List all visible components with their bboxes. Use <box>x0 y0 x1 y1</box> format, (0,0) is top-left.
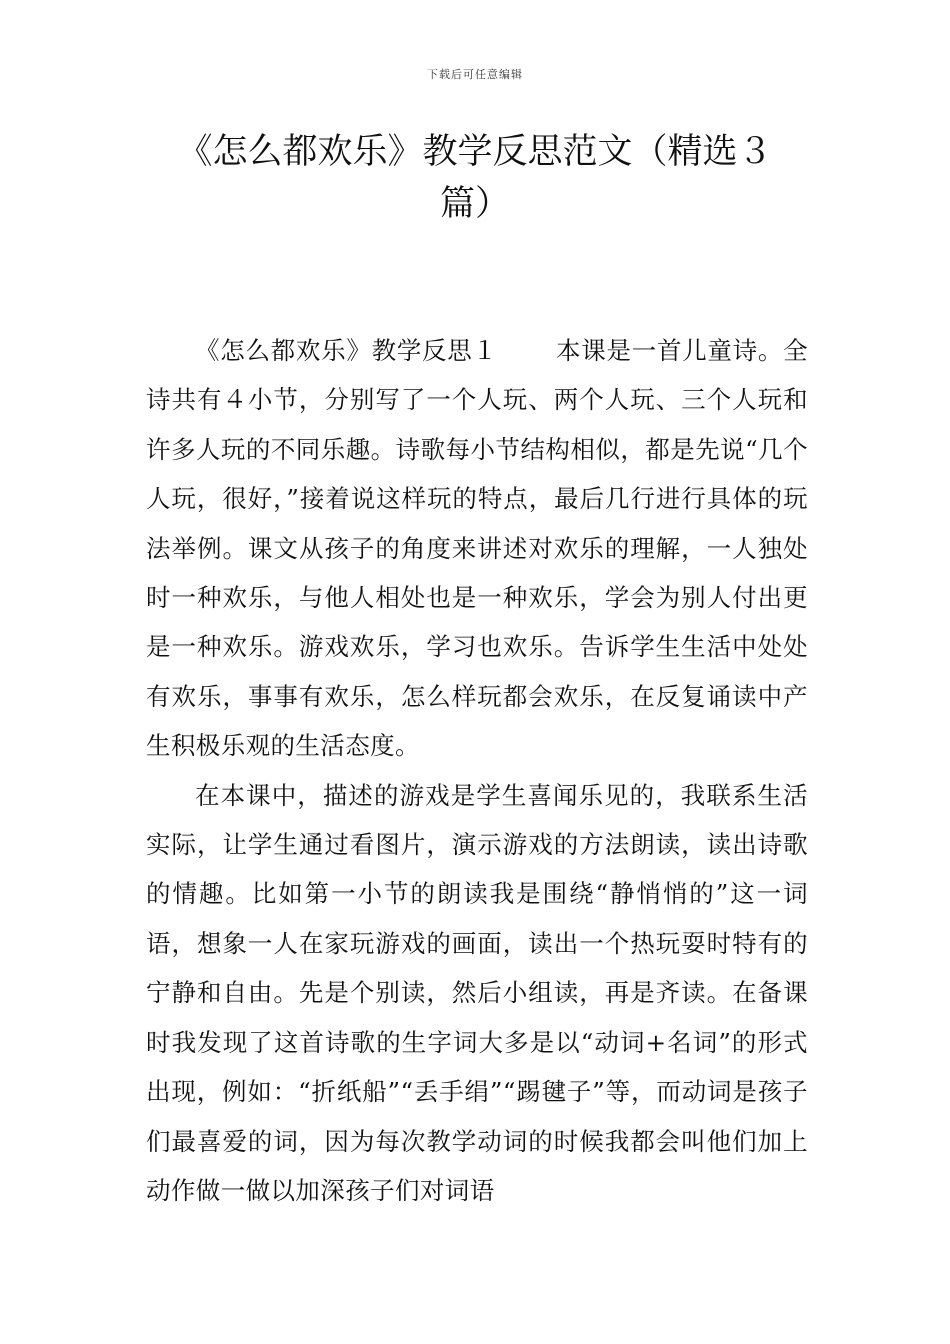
title-line-2: 篇） <box>439 184 510 224</box>
title-line-1: 《怎么都欢乐》教学反思范文（精选３ <box>177 132 773 172</box>
paragraph-2: 在本课中，描述的游戏是学生喜闻乐见的，我联系生活实际，让学生通过看图片，演示游戏的方法朗读，读出诗歌的情趣。比如第一小节的朗读我是围绕“静悄悄的”这一词语，想象一人在家玩游戏的画面，读出一个热玩耍时特有的宁静和自由。先是个别读，然后小组读，再是齐读。在备课时我发现了这首诗歌的生字词大多是以“动词+名词”的形式出现，例如：“折纸船”“丢手绢”“踢毽子”等，而动词是孩子们最喜爱的词，因为每次教学动词的时候我都会叫他们加上动作做一做以加深孩子们对词语 <box>146 780 808 1205</box>
header-note: 下载后可任意编辑 <box>427 68 523 81</box>
document-title <box>175 126 775 230</box>
document-body <box>146 326 808 1215</box>
section-heading: 《怎么都欢乐》教学反思１ <box>195 336 498 365</box>
paragraph-1-text: 本课是一首儿童诗。全诗共有４小节，分别写了一个人玩、两个人玩、三个人玩和许多人玩的不同乐趣。诗歌每小节结构相似，都是先说“几个人玩，很好，”接着说这样玩的特点，最后几行进行具体的玩法举例。课文从孩子的角度来讲述对欢乐的理解，一人独处时一种欢乐，与他人相处也是一种欢乐，学会为别人付出更是一种欢乐。游戏欢乐，学习也欢乐。告诉学生生活中处处有欢乐，事事有欢乐，怎么样玩都会欢乐，在反复诵读中产生积极乐观的生活态度。 <box>146 336 809 761</box>
paragraph-1 <box>146 326 808 771</box>
